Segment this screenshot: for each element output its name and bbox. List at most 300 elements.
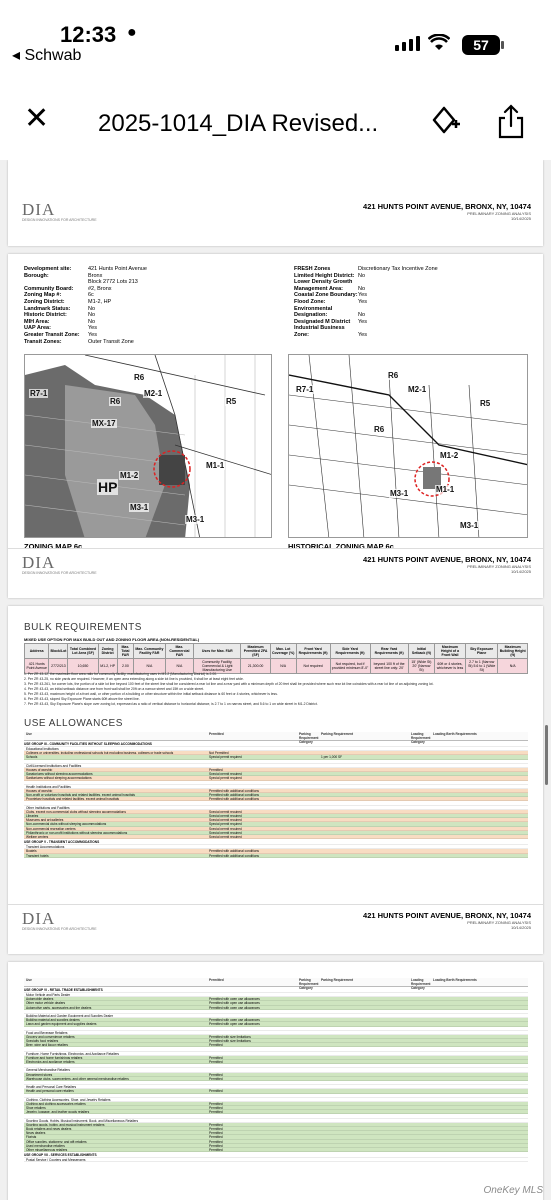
ua-loading-req <box>433 1001 528 1004</box>
ua-parking-cat <box>299 768 321 771</box>
bulk-header-cell: Rear Yard Requirements (ft) <box>370 644 408 659</box>
ua-parking-req <box>321 835 411 838</box>
ua-use: Grocery and convenience retailers <box>26 1034 75 1039</box>
info-row <box>24 266 147 273</box>
ua-loading-cat <box>411 1031 433 1034</box>
info-key: Flood Zone: <box>294 298 326 305</box>
ua-parking-req <box>321 845 411 848</box>
ua-permitted <box>209 1064 299 1067</box>
ua-use <box>24 781 209 784</box>
bulk-header-cell: Initial Setback (ft) <box>408 644 434 659</box>
ua-use: Used merchandise retailers <box>26 1143 65 1147</box>
ua-parking-cat <box>299 1047 321 1050</box>
ua-loading-req <box>433 797 528 800</box>
ua-parking-cat <box>299 993 321 996</box>
ua-loading-cat <box>411 751 433 754</box>
ua-parking-req <box>321 1035 411 1038</box>
info-row <box>24 299 147 306</box>
ua-parking-req <box>321 1010 411 1013</box>
bulk-cell: 60ft or 4 stories, whichever is less <box>435 659 466 674</box>
ua-permitted: Permitted <box>209 1135 223 1139</box>
ua-use: Welfare centers <box>26 834 49 839</box>
ua-use: Philanthropic or non-profit institutions without sleeping accommodations <box>26 830 128 834</box>
zone-label: R6 <box>110 397 121 406</box>
ua-parking-cat <box>299 1102 321 1105</box>
ua-loading-req <box>433 1022 528 1025</box>
ua-loading-req <box>433 1060 528 1063</box>
ua-parking-cat <box>299 772 321 775</box>
ua-loading-req <box>433 827 528 830</box>
info-row <box>294 299 438 306</box>
info-key: Landmark Status: <box>24 305 71 312</box>
ua-use: Other Institutions and Facilities <box>26 805 70 809</box>
ua-loading-req <box>433 801 528 804</box>
ua-loading-cat <box>411 1068 433 1071</box>
ua-row <box>24 1158 528 1162</box>
ua-loading-cat <box>411 997 433 1000</box>
wifi-icon <box>428 34 450 58</box>
ua-parking-req <box>321 854 411 857</box>
ua-use: Sanatoriums without sleeping accommodations <box>26 772 93 776</box>
zone-label: R6 <box>134 373 145 382</box>
ua-use: Lawn and garden equipment and supplies dealers <box>26 1022 97 1026</box>
bulk-cell: Community Facility, Commercial & Light Manufacturing Use <box>194 659 241 674</box>
zone-label: M3-1 <box>186 515 205 524</box>
ua-parking-cat <box>299 814 321 817</box>
bulk-header-cell: Side Yard Requirements (ft) <box>330 644 370 659</box>
ua-parking-req <box>321 1056 411 1059</box>
ua-parking-cat <box>299 1081 321 1084</box>
ua-loading-req <box>433 1106 528 1109</box>
zone-label: R5 <box>226 397 237 406</box>
ua-parking-cat <box>299 1106 321 1109</box>
ua-loading-req <box>433 1073 528 1076</box>
ua-parking-req <box>321 1052 411 1055</box>
ua-parking-cat <box>299 1006 321 1009</box>
ua-loading-req <box>433 1010 528 1013</box>
ua-parking-cat <box>299 1014 321 1017</box>
logo-subtitle: DESIGN INNOVATIONS FOR ARCHITECTURE <box>22 927 97 931</box>
bulk-header-cell: Maximum Height of a Front Wall <box>435 644 466 659</box>
info-value: Block 2772 Lots 213 <box>88 279 138 286</box>
ua-loading-cat <box>411 747 433 750</box>
ua-permitted: Special permit required <box>209 755 242 759</box>
ua-loading-req <box>433 1158 528 1161</box>
ua-header-cell: Parking Requirement Category <box>299 978 319 990</box>
info-value: No <box>88 312 96 319</box>
ua-use: Colleges or universities, including professional schools but excluding business, colleges or trade schools <box>26 751 174 755</box>
ua-use: Office supplies, stationery, and gift retailers <box>26 1139 87 1143</box>
info-value: No <box>88 305 96 312</box>
info-key: Designation: <box>294 312 328 319</box>
ua-header-cell: Loading Requirement Category <box>411 732 431 744</box>
ua-header-cell: Use <box>26 978 32 982</box>
ua-loading-req <box>433 1077 528 1080</box>
share-icon[interactable] <box>496 104 526 140</box>
ua-permitted <box>209 1094 299 1097</box>
ua-parking-req <box>321 772 411 775</box>
ua-loading-req <box>433 1027 528 1030</box>
ua-loading-cat <box>411 1158 433 1161</box>
ua-loading-cat <box>411 854 433 857</box>
info-value: M1-2, HP <box>88 298 112 305</box>
zone-label: M2-1 <box>144 389 163 398</box>
ua-parking-cat <box>299 1119 321 1122</box>
ua-use: Libraries <box>26 814 39 818</box>
ua-loading-req <box>433 785 528 788</box>
ua-use: Food and Beverage Retailers <box>26 1030 68 1034</box>
ua-permitted: Permitted <box>209 1072 223 1076</box>
ua-loading-cat <box>411 822 433 825</box>
ua-permitted: Permitted with additional conditions <box>209 797 259 801</box>
ua-loading-cat <box>411 764 433 767</box>
ua-permitted <box>209 764 299 767</box>
ua-use <box>24 1094 209 1097</box>
ua-permitted: Permitted with open use allowances <box>209 1001 260 1005</box>
bulk-cell: beyond 100 ft of the street line only: 20' <box>370 659 408 674</box>
back-to-app-link[interactable]: ◂ Schwab <box>12 47 82 64</box>
ua-loading-cat <box>411 1081 433 1084</box>
ua-parking-cat <box>299 764 321 767</box>
ua-permitted: Permitted with additional conditions <box>209 853 259 857</box>
use-allowance-table <box>24 732 528 858</box>
bulk-cell: Not required, but if provided minimum 8'-0" <box>330 659 370 674</box>
ua-parking-req <box>321 1158 411 1161</box>
ua-use: Beer, wine and liquor retailers <box>26 1043 68 1047</box>
ua-parking-req <box>321 1131 411 1134</box>
project-address: 421 HUNTS POINT AVENUE, BRONX, NY, 10474 <box>363 202 531 211</box>
bulk-cell: 421 Hunts Point Avenue <box>25 659 49 674</box>
ua-loading-cat <box>411 772 433 775</box>
ua-permitted: Permitted <box>209 1060 223 1064</box>
ua-parking-req <box>321 1094 411 1097</box>
ua-parking-req <box>321 1085 411 1088</box>
ua-loading-cat <box>411 993 433 996</box>
ua-permitted <box>209 806 299 809</box>
ua-loading-req <box>433 1094 528 1097</box>
info-key: Lower Density Growth <box>294 279 353 286</box>
ua-use: Building material and supplies dealers <box>26 1018 80 1022</box>
ua-permitted <box>209 1098 299 1101</box>
info-value: No <box>358 272 366 279</box>
info-row <box>294 332 438 339</box>
zone-label: M3-1 <box>130 503 149 512</box>
bulk-header-cell: Zoning District <box>98 644 117 659</box>
bulk-header-cell: Max. Lot Coverage (%) <box>270 644 296 659</box>
ua-use: Automobile dealers <box>26 997 54 1001</box>
ua-permitted: Permitted <box>209 1043 223 1047</box>
ua-parking-cat <box>299 1094 321 1097</box>
bulk-note: 6. Per ZR 43-43, sloped Sky Exposure Plane starts 60ft above the street line. <box>24 697 140 701</box>
ua-permitted: Permitted with additional conditions <box>209 788 259 793</box>
zone-label: M1-1 <box>436 485 455 494</box>
info-key: Historic District: <box>24 312 67 319</box>
ua-permitted: Special permit required <box>209 814 242 818</box>
ua-loading-req <box>433 997 528 1000</box>
ua-parking-cat <box>299 1127 321 1130</box>
info-row <box>24 312 147 319</box>
ua-loading-cat <box>411 1144 433 1147</box>
bulk-note: 4. Per ZR 43-43, an initial setback distance one from front wall shall be 20ft on a narrow street and 15ft on a wide street. <box>24 687 204 691</box>
ua-permitted <box>209 1114 299 1117</box>
ua-loading-cat <box>411 1056 433 1059</box>
project-subtitle: PRELIMINARY ZONING ANALYSIS 10/14/2025 <box>467 211 531 221</box>
ua-permitted: Special permit required <box>209 776 242 780</box>
ua-parking-req <box>321 1140 411 1143</box>
info-value: Discretionary Tax Incentive Zone <box>358 266 438 272</box>
ua-loading-cat <box>411 785 433 788</box>
ua-loading-cat <box>411 1131 433 1134</box>
bulk-cell: Not required <box>296 659 330 674</box>
ua-permitted: Permitted <box>209 1127 223 1131</box>
ua-loading-cat <box>411 814 433 817</box>
ua-parking-cat <box>299 845 321 848</box>
document-toolbar <box>0 90 551 160</box>
ua-permitted: Permitted <box>209 1101 223 1106</box>
ua-permitted: Permitted <box>209 1089 223 1093</box>
ua-parking-cat <box>299 1027 321 1030</box>
ua-loading-cat <box>411 835 433 838</box>
bulk-cell: N/A <box>270 659 296 674</box>
ua-use: News dealers <box>26 1131 46 1135</box>
ua-parking-req <box>321 1064 411 1067</box>
info-key: Greater Transit Zone: <box>24 331 80 338</box>
ua-permitted: Not Permitted <box>209 751 229 755</box>
ua-parking-cat <box>299 1068 321 1071</box>
ua-loading-req <box>433 818 528 821</box>
ua-loading-cat <box>411 1010 433 1013</box>
ua-parking-req <box>321 810 411 813</box>
info-key: Coastal Zone Boundary: <box>294 292 358 299</box>
ua-header-cell: Parking Requirement <box>321 978 354 982</box>
ua-permitted <box>209 1014 299 1017</box>
scrollbar[interactable] <box>545 725 548 785</box>
ua-permitted: Permitted with additional conditions <box>209 849 259 853</box>
bulk-header-cell: Max. Commercial FAR <box>165 644 193 659</box>
ua-loading-req <box>433 845 528 848</box>
ua-permitted: Special permit required <box>209 809 242 813</box>
info-row <box>24 325 147 332</box>
bulk-cell: 15' (Wide St) 20' (Narrow St) <box>408 659 434 674</box>
ua-loading-cat <box>411 1114 433 1117</box>
ua-header-cell: Permitted <box>209 978 224 982</box>
ua-loading-req <box>433 1148 528 1151</box>
project-address: 421 HUNTS POINT AVENUE, BRONX, NY, 10474 <box>363 555 531 564</box>
ua-permitted <box>209 845 299 848</box>
ua-loading-req <box>433 1035 528 1038</box>
ua-parking-req <box>321 751 411 754</box>
ua-loading-req <box>433 772 528 775</box>
ua-loading-cat <box>411 1035 433 1038</box>
ua-loading-req <box>433 1140 528 1143</box>
bulk-cell: 2.00 <box>117 659 133 674</box>
bulk-header-cell: Maximum Permitted ZFA (SF) <box>241 644 270 659</box>
pdf-page-2 <box>8 254 543 598</box>
info-row <box>294 319 438 326</box>
info-key: Transit Zones: <box>24 338 62 345</box>
ua-use: Sanitariums without sleeping accommodations <box>26 776 92 780</box>
info-value: No <box>358 312 366 319</box>
ua-parking-cat <box>299 760 321 763</box>
ua-parking-req <box>321 814 411 817</box>
ua-loading-req <box>433 1081 528 1084</box>
ua-use: Houses of worship <box>26 767 53 772</box>
ua-permitted: Permitted with open use allowances <box>209 1022 260 1026</box>
ua-parking-req <box>321 822 411 825</box>
pdf-viewer[interactable] <box>0 160 551 1200</box>
ua-use <box>24 1081 209 1084</box>
ua-loading-cat <box>411 1014 433 1017</box>
ua-loading-req <box>433 1014 528 1017</box>
ua-use: Schools <box>26 755 38 759</box>
ua-parking-req <box>321 789 411 792</box>
ua-use: Transient hotels <box>26 853 49 857</box>
ua-permitted: Special permit required <box>209 818 242 822</box>
zone-label: R5 <box>480 399 491 408</box>
bulk-table <box>24 643 528 674</box>
ua-loading-cat <box>411 1043 433 1046</box>
ua-loading-req <box>433 1085 528 1088</box>
info-value: #2, Bronx <box>88 285 112 292</box>
dia-logo: DIA <box>22 553 56 572</box>
dia-logo: DIA <box>22 909 56 928</box>
ua-permitted: Permitted <box>209 1110 223 1114</box>
info-row <box>294 325 438 332</box>
ua-parking-cat <box>299 1158 321 1161</box>
ua-parking-cat <box>299 835 321 838</box>
ua-use: Clubs, except non-commercial clubs without sleeping accommodations <box>26 809 126 813</box>
ua-loading-cat <box>411 768 433 771</box>
ua-parking-req: 1 per 1,000 SF <box>321 755 343 759</box>
zoning-map <box>24 354 272 538</box>
ua-parking-req <box>321 760 411 763</box>
ua-parking-req <box>321 997 411 1000</box>
ua-use: Boatels <box>26 849 37 853</box>
ua-parking-req <box>321 801 411 804</box>
logo-subtitle: DESIGN INNOVATIONS FOR ARCHITECTURE <box>22 218 97 222</box>
ua-use: Civil/Licensed Institutions and Facilities <box>26 763 82 767</box>
ua-use: Non-commercial recreation centers <box>26 826 76 830</box>
ua-use: Florists <box>26 1135 37 1139</box>
ua-use: Book retailers and news dealers <box>26 1127 72 1131</box>
info-key: Environmental <box>294 305 333 312</box>
project-subtitle: PRELIMINARY ZONING ANALYSIS 10/14/2025 <box>467 564 531 574</box>
ua-loading-cat <box>411 1148 433 1151</box>
ua-section-title: USE GROUP VI - RETAIL TRADE ESTABLISHMENTS <box>24 987 528 993</box>
ua-use <box>24 1010 209 1013</box>
ua-loading-cat <box>411 1006 433 1009</box>
ua-loading-req <box>433 1114 528 1117</box>
ua-loading-cat <box>411 1123 433 1126</box>
ua-loading-cat <box>411 1098 433 1101</box>
ua-permitted: Permitted with additional conditions <box>209 793 259 797</box>
ua-parking-req <box>321 993 411 996</box>
ua-loading-req <box>433 806 528 809</box>
ua-parking-req <box>321 1127 411 1130</box>
ua-loading-req <box>433 755 528 758</box>
ua-parking-cat <box>299 1043 321 1046</box>
markup-icon[interactable] <box>430 104 462 136</box>
ua-permitted: Permitted <box>209 767 223 772</box>
ua-use: Furniture, Home Furnishings, Electronics, and Appliance Retailers <box>26 1051 120 1055</box>
ua-parking-cat <box>299 806 321 809</box>
ua-loading-cat <box>411 1110 433 1113</box>
ua-permitted <box>209 1031 299 1034</box>
bulk-header-cell: Max. Total FAR <box>117 644 133 659</box>
ua-loading-req <box>433 1039 528 1042</box>
project-address: 421 HUNTS POINT AVENUE, BRONX, NY, 10474 <box>363 911 531 920</box>
info-value: Yes <box>358 292 367 299</box>
ua-parking-cat <box>299 1131 321 1134</box>
bulk-note: 5. Per ZR 43-43, maximum height of a front wall, or other portion of a building or other structure within the initial setback distance is 60 feet or 4 stories, whichever is less. <box>24 692 278 696</box>
close-icon[interactable]: ✕ <box>24 102 50 135</box>
info-row <box>294 292 438 299</box>
ua-permitted <box>209 1010 299 1013</box>
ua-use: Motor Vehicle and Parts Dealer <box>26 993 71 997</box>
ua-parking-req <box>321 1123 411 1126</box>
ua-loading-cat <box>411 1077 433 1080</box>
ua-loading-cat <box>411 1140 433 1143</box>
ua-parking-req <box>321 1110 411 1113</box>
ua-loading-cat <box>411 845 433 848</box>
ua-header-cell: Use <box>26 732 32 736</box>
ua-parking-cat <box>299 781 321 784</box>
pdf-page-3 <box>8 606 543 954</box>
bulk-subtitle: MIXED USE OPTION FOR MAX BUILD OUT AND ZONING FLOOR AREA (NON-RESIDENTIAL) <box>24 637 200 642</box>
ua-loading-cat <box>411 831 433 834</box>
ua-parking-cat <box>299 997 321 1000</box>
pdf-page-1 <box>8 160 543 246</box>
ua-loading-req <box>433 1064 528 1067</box>
ua-parking-req <box>321 1027 411 1030</box>
zone-label: M1-2 <box>120 471 139 480</box>
ua-loading-req <box>433 764 528 767</box>
ua-parking-req <box>321 747 411 750</box>
info-row <box>294 273 438 280</box>
ua-use: Health and Personal Care Retailers <box>26 1085 77 1089</box>
ua-loading-cat <box>411 760 433 763</box>
info-key: FRESH Zones <box>294 266 331 272</box>
bulk-header-cell: Maximum Building Height (ft) <box>499 645 526 657</box>
ua-parking-cat <box>299 776 321 779</box>
ua-parking-req <box>321 1014 411 1017</box>
ua-use: Postal Service / Couriers and Messengers <box>26 1158 86 1162</box>
ua-loading-req <box>433 810 528 813</box>
ua-parking-req <box>321 1089 411 1092</box>
info-row <box>294 279 438 286</box>
ua-parking-cat <box>299 818 321 821</box>
ua-loading-req <box>433 822 528 825</box>
ua-use: Health Institutions and Facilities <box>26 784 71 788</box>
info-value: 6c <box>88 292 94 299</box>
ua-header-cell: Loading Berth Requirements <box>433 978 477 982</box>
ua-loading-cat <box>411 793 433 796</box>
ua-loading-cat <box>411 1064 433 1067</box>
ua-parking-req <box>321 1081 411 1084</box>
ua-use: Houses of worship <box>26 788 53 793</box>
ua-use: Electronics and appliance retailers <box>26 1060 75 1064</box>
ua-permitted <box>209 785 299 788</box>
ua-permitted: Special permit required <box>209 826 242 830</box>
ua-parking-cat <box>299 1140 321 1143</box>
ua-loading-cat <box>411 818 433 821</box>
ua-parking-req <box>321 1073 411 1076</box>
ua-use: Automotive parts, accessories and tire dealers <box>26 1005 92 1009</box>
ua-permitted: Permitted with open use allowances <box>209 997 260 1001</box>
zone-label: M3-1 <box>390 489 409 498</box>
ua-use: Other miscellaneous retailers <box>26 1147 68 1152</box>
ua-parking-cat <box>299 789 321 792</box>
